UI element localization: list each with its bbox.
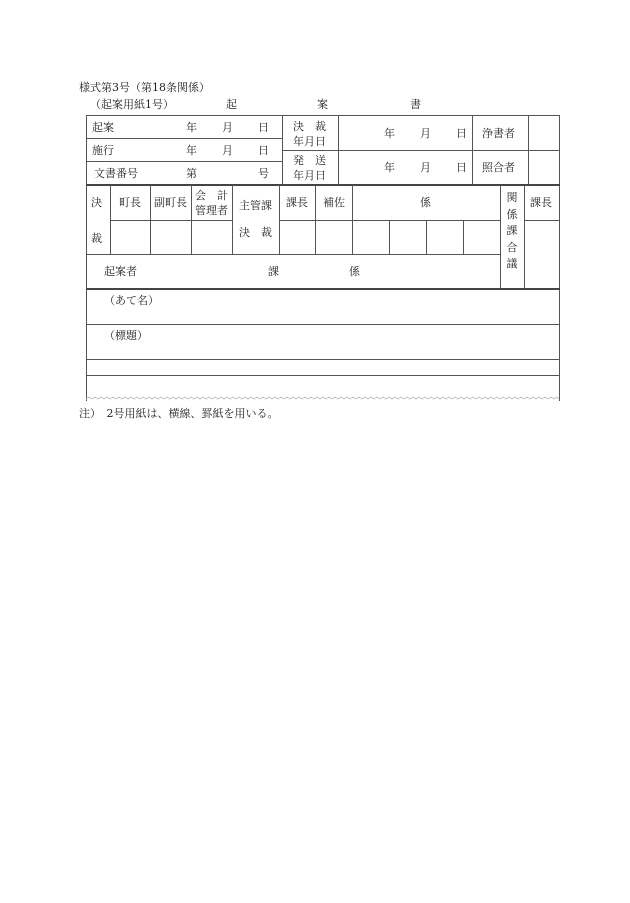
shiko-month: 月: [222, 144, 233, 157]
hasso-date-label-2: 年月日: [293, 169, 326, 182]
form-number: 様式第3号（第18条関係）: [79, 81, 210, 94]
chocho-label: 町長: [119, 196, 141, 209]
row-line: [86, 138, 282, 139]
row-line: [86, 324, 560, 325]
hasso-month: 月: [420, 161, 431, 174]
kankei-char: 関: [506, 191, 518, 204]
kankei-kacho-label: 課長: [530, 196, 552, 209]
kacho-label: 課長: [286, 196, 308, 209]
col-line: [426, 220, 427, 254]
col-line: [528, 115, 529, 185]
col-line: [472, 115, 473, 185]
kessai-date-label-2: 年月日: [293, 135, 326, 148]
kakari-label-2: 係: [349, 265, 360, 278]
kessai-date-label-1: 決 裁: [293, 120, 326, 133]
hyodai-field-label: （標題）: [104, 329, 148, 342]
col-line: [463, 220, 464, 254]
kaikei-label-1: 会 計: [195, 189, 228, 202]
shiko-label: 施行: [92, 144, 114, 157]
col-line: [352, 185, 353, 254]
kankei-char: 係: [506, 207, 518, 221]
col-line: [150, 185, 151, 254]
shukanka-label: 主管課: [239, 199, 272, 212]
hasso-day: 日: [456, 161, 467, 174]
joshosha-label: 浄書者: [482, 127, 515, 140]
ka-label: 課: [268, 265, 279, 278]
col-line: [500, 185, 501, 288]
title-char-3: 書: [410, 98, 421, 111]
atena-field-label: （あて名）: [104, 294, 159, 307]
row-line: [86, 375, 560, 376]
kessai-day: 日: [456, 127, 467, 140]
col-line: [282, 115, 283, 185]
title-char-2: 案: [317, 98, 328, 111]
kiansha-label: 起案者: [104, 265, 137, 278]
kian-day: 日: [258, 121, 269, 134]
kessai-char-1: 決: [91, 196, 102, 209]
kessai-char-2: 裁: [91, 232, 102, 245]
kessai-month: 月: [420, 127, 431, 140]
col-line: [338, 115, 339, 185]
row-line: [86, 254, 500, 255]
number-prefix: 第: [186, 167, 197, 180]
kakari-label: 係: [420, 196, 431, 209]
shiko-day: 日: [258, 144, 269, 157]
shukanka-kessai-label: 決 裁: [239, 226, 272, 239]
row-line: [524, 220, 559, 221]
sheet-label: （起案用紙1号）: [90, 98, 174, 111]
hasso-year: 年: [384, 161, 395, 174]
section-divider: [86, 288, 560, 290]
shogosha-label: 照合者: [482, 161, 515, 174]
kankei-kagi-label: [506, 190, 518, 273]
footnote: 注） 2号用紙は、横線、罫紙を用いる。: [79, 407, 279, 420]
fukuchocho-label: 副町長: [154, 196, 187, 209]
section-divider: [86, 184, 560, 186]
row-line: [86, 161, 282, 162]
col-line: [110, 185, 111, 254]
kessai-year: 年: [384, 127, 395, 140]
bunsho-label: 文書番号: [94, 167, 138, 180]
row-line: [282, 150, 559, 151]
col-line: [191, 185, 192, 254]
kian-year: 年: [186, 121, 197, 134]
shiko-year: 年: [186, 144, 197, 157]
kankei-char: 合: [506, 240, 518, 254]
row-line: [86, 359, 560, 360]
kaikei-label-2: 管理者: [195, 204, 228, 217]
row-line: [110, 220, 232, 221]
col-line: [524, 185, 525, 288]
col-line: [389, 220, 390, 254]
hosa-label: 補佐: [323, 196, 345, 209]
number-suffix: 号: [258, 167, 269, 180]
col-line: [315, 185, 316, 254]
kankei-char: 課: [506, 224, 518, 237]
hasso-date-label-1: 発 送: [293, 154, 326, 167]
col-line: [232, 185, 233, 254]
col-line: [279, 185, 280, 254]
kankei-char: 議: [506, 257, 518, 270]
kian-label: 起案: [92, 121, 114, 134]
table-border-top: [86, 115, 560, 116]
title-char-1: 起: [226, 98, 237, 111]
kian-month: 月: [222, 121, 233, 134]
torn-edge-wave: [86, 396, 559, 402]
